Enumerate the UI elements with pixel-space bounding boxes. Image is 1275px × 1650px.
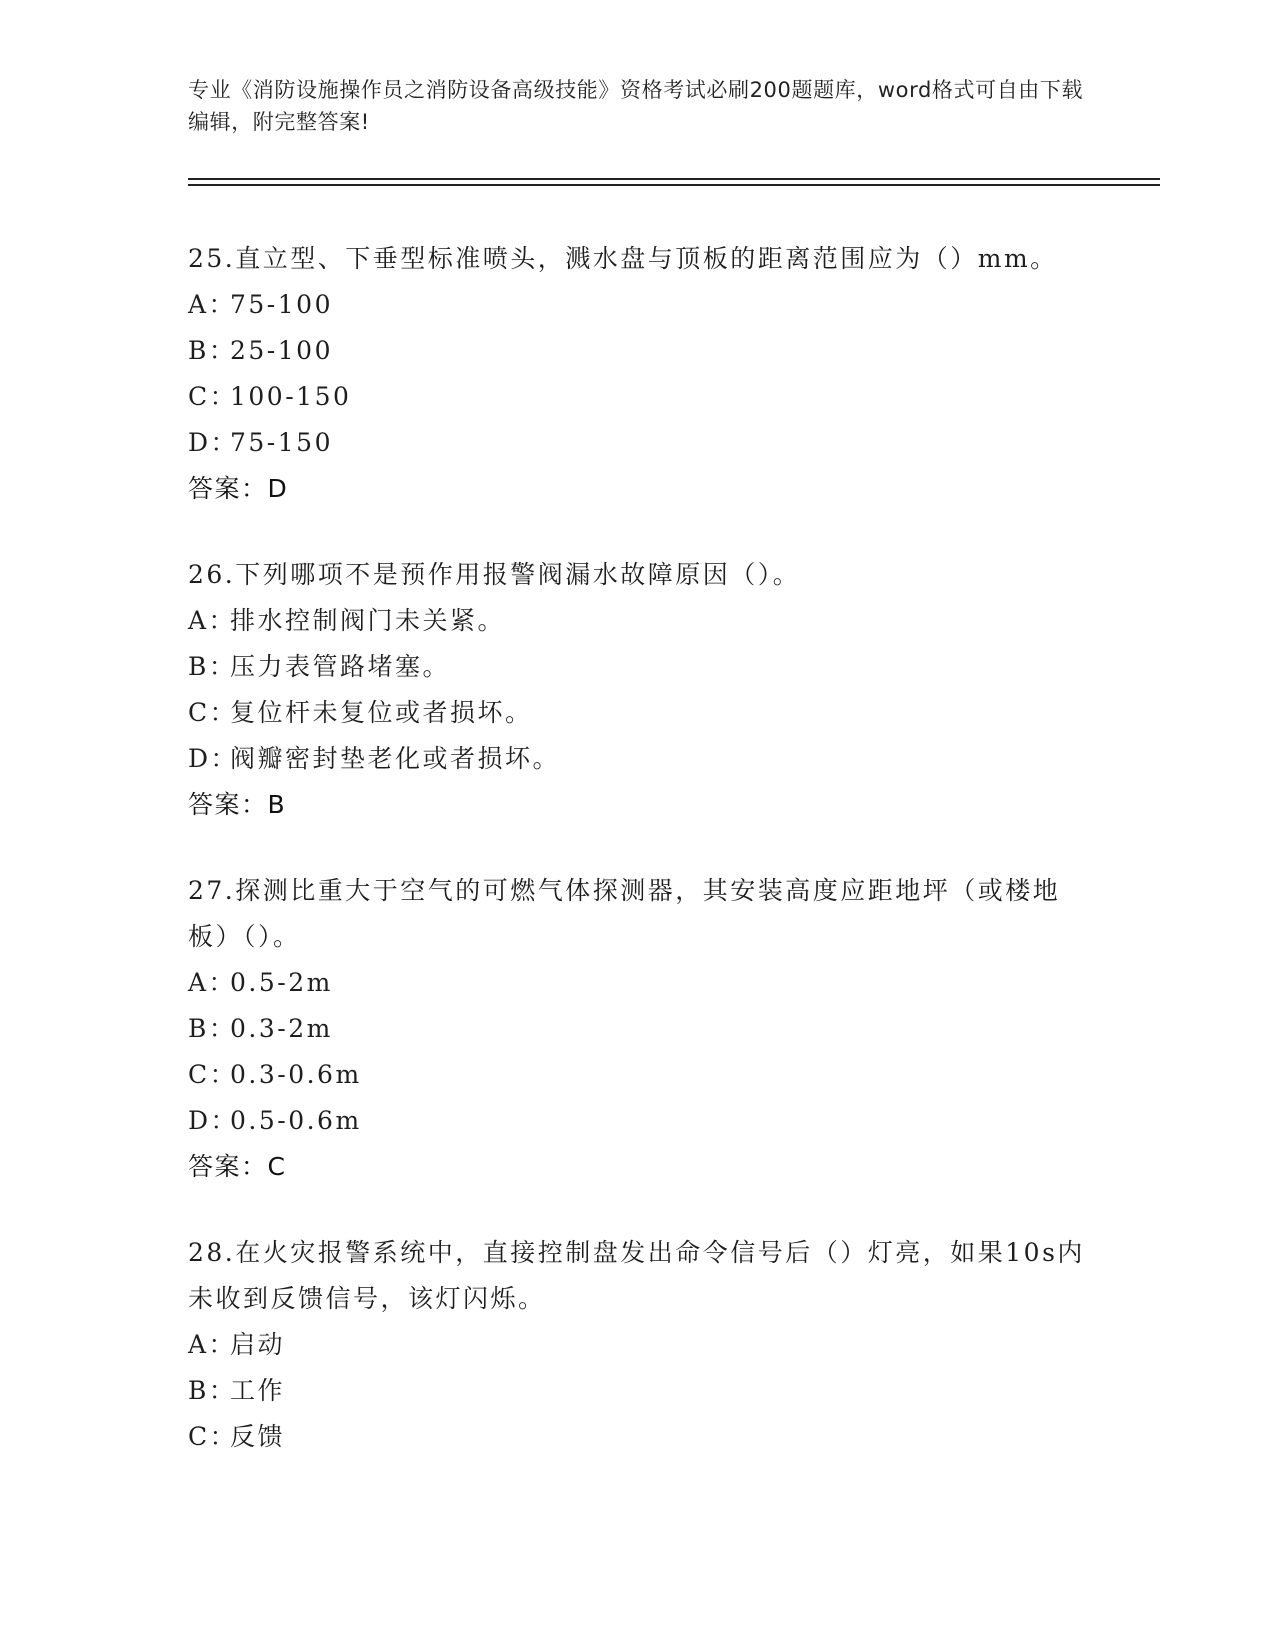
question-text: 26.下列哪项不是预作用报警阀漏水故障原因（）。 — [188, 560, 801, 589]
option-key: A： — [188, 968, 237, 997]
question-26 — [188, 552, 1088, 828]
option-text: 阀瓣密封垫老化或者损坏。 — [230, 744, 561, 773]
option-key: B： — [188, 1014, 237, 1043]
option-key: D： — [188, 1106, 239, 1135]
option-b — [188, 1368, 1088, 1414]
option-b — [188, 1006, 1088, 1052]
option-a — [188, 598, 1088, 644]
option-key: A： — [188, 290, 237, 319]
option-key: D： — [188, 428, 239, 457]
option-c — [188, 690, 1088, 736]
option-key: A： — [188, 606, 237, 635]
option-text: 启动 — [230, 1330, 286, 1359]
option-d — [188, 420, 1088, 466]
option-text: 复位杆未复位或者损坏。 — [230, 698, 533, 727]
question-list — [188, 236, 1088, 1500]
answer-label: 答案：B — [188, 790, 287, 819]
option-text: 75-150 — [230, 428, 333, 457]
option-c — [188, 374, 1088, 420]
option-text: 75-100 — [230, 290, 333, 319]
option-a — [188, 282, 1088, 328]
question-27 — [188, 868, 1088, 1190]
option-key: D： — [188, 744, 239, 773]
option-text: 0.3-2m — [230, 1014, 333, 1043]
option-b — [188, 644, 1088, 690]
option-key: C： — [188, 382, 238, 411]
question-text: 25.直立型、下垂型标准喷头，溅水盘与顶板的距离范围应为（）mm。 — [188, 244, 1058, 273]
question-25 — [188, 236, 1088, 512]
option-a — [188, 1322, 1088, 1368]
document-header: 专业《消防设施操作员之消防设备高级技能》资格考试必刷200题题库，word格式可自由下载编辑，附完整答案! — [188, 78, 1084, 134]
option-text: 0.5-2m — [230, 968, 333, 997]
option-text: 反馈 — [230, 1422, 286, 1451]
option-b — [188, 328, 1088, 374]
answer-label: 答案：C — [188, 1152, 287, 1181]
option-a — [188, 960, 1088, 1006]
option-key: A： — [188, 1330, 237, 1359]
option-c — [188, 1052, 1088, 1098]
option-d — [188, 736, 1088, 782]
option-c — [188, 1414, 1088, 1460]
option-key: B： — [188, 1376, 237, 1405]
option-text: 排水控制阀门未关紧。 — [230, 606, 506, 635]
option-text: 0.3-0.6m — [230, 1060, 362, 1089]
option-key: B： — [188, 336, 237, 365]
question-text: 27.探测比重大于空气的可燃气体探测器，其安装高度应距地坪（或楼地板）（）。 — [188, 876, 1061, 951]
option-key: C： — [188, 1422, 238, 1451]
option-text: 100-150 — [230, 382, 352, 411]
answer-label: 答案：D — [188, 474, 289, 503]
header-divider-bottom — [188, 184, 1160, 186]
option-d — [188, 1098, 1088, 1144]
option-text: 0.5-0.6m — [230, 1106, 362, 1135]
question-text: 28.在火灾报警系统中，直接控制盘发出命令信号后（）灯亮，如果10s内未收到反馈信号，该灯闪烁。 — [188, 1238, 1085, 1313]
header-divider-top — [188, 178, 1160, 180]
option-text: 工作 — [230, 1376, 286, 1405]
question-28 — [188, 1230, 1088, 1460]
option-key: B： — [188, 652, 237, 681]
option-key: C： — [188, 1060, 238, 1089]
option-key: C： — [188, 698, 238, 727]
option-text: 25-100 — [230, 336, 333, 365]
option-text: 压力表管路堵塞。 — [230, 652, 451, 681]
